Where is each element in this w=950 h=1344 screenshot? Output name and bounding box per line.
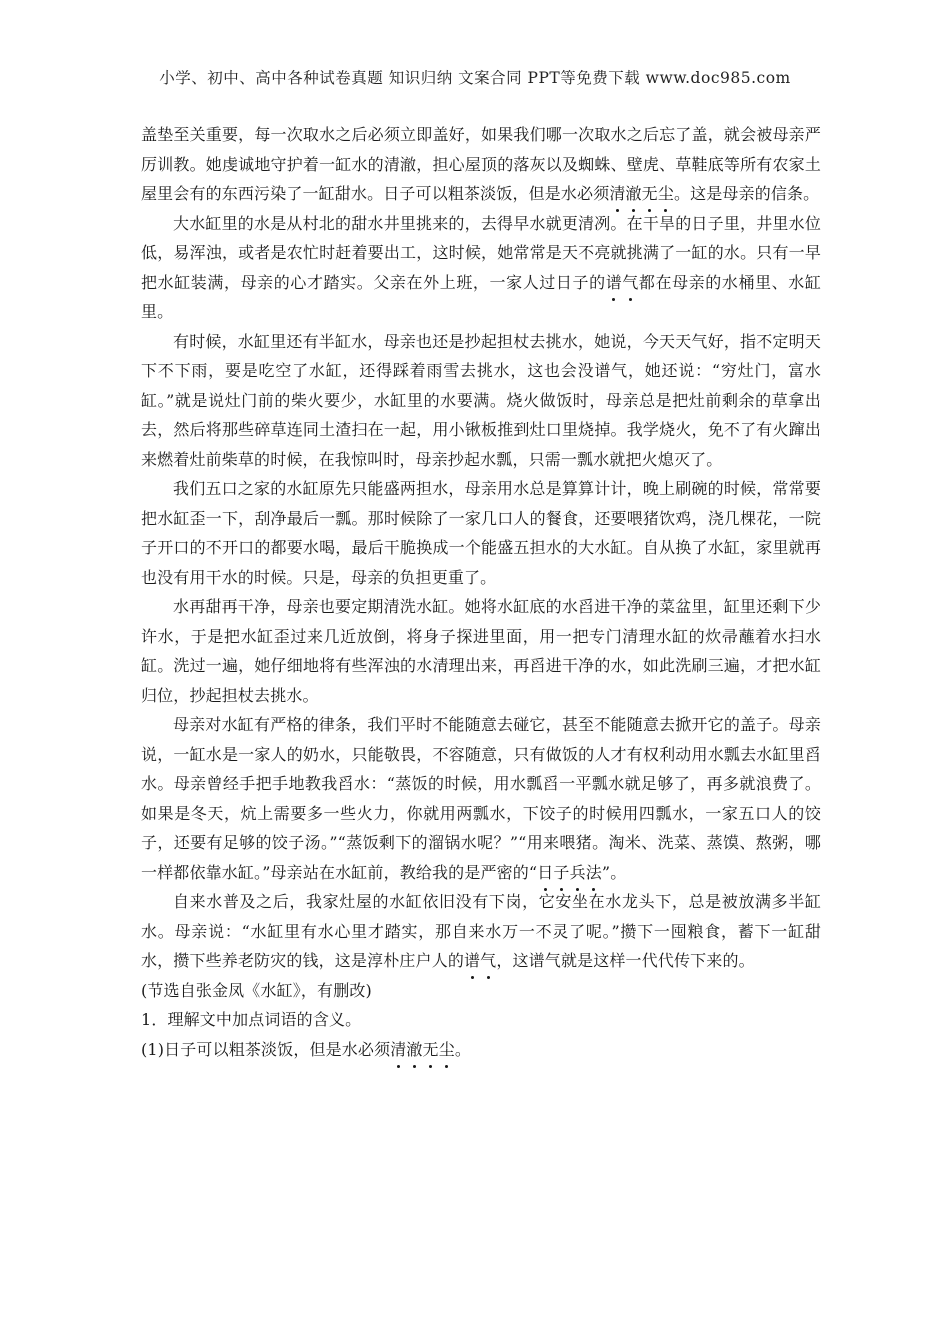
text-segment: 盖垫至关重要，每一次取水之后必须立即盖好，如果我们哪一次取水之后忘了盖，就会被母亲严厉训教。她虔诚地守护着一缸水的清澈，担心屋顶的落灰以及蜘蛛、壁虎、草鞋底等所有农家土屋里会有的东西污染了一缸甜水。日子可以粗茶淡饭，但是水必须 <box>141 125 821 203</box>
text-segment: ”。 <box>601 862 627 882</box>
paragraph <box>141 592 821 710</box>
emphasis-dot <box>487 976 490 979</box>
emphasis-dot <box>616 209 619 212</box>
text-segment: 谱气 <box>528 951 561 970</box>
paragraph <box>141 887 821 976</box>
page-header: 小学、初中、高中各种试卷真题 知识归纳 文案合同 PPT等免费下载 www.doc985.com <box>159 69 791 87</box>
emphasized-phrase: 日 子 兵 法 <box>537 863 602 882</box>
emphasis-dot <box>397 1065 400 1068</box>
paragraph <box>141 120 821 209</box>
emphasized-phrase: 谱 气 <box>464 951 496 970</box>
emphasis-dot <box>629 298 632 301</box>
paragraph <box>141 327 821 475</box>
emphasis-dot <box>592 888 595 891</box>
emphasis-dot <box>413 1065 416 1068</box>
text-segment: 就是这样一代代传下来的。 <box>560 951 755 970</box>
emphasis-dot <box>612 298 615 301</box>
emphasis-dot <box>576 888 579 891</box>
text-segment: 母亲对水缸有严格的律条，我们平时不能随意去碰它，甚至不能随意去掀开它的盖子。母亲说，一缸水是一家人的奶水，只能敬畏，不容随意，只有做饭的人才有权利动用水瓢去水缸里舀水。母亲曾经手把手地教我舀水：“蒸饭的时候，用水瓢舀一平瓢水就足够了，再多就浪费了。如果是冬天，炕上需要多一些火力，你就用两瓢水，下饺子的时候用四瓢水，一家五口人的饺子，还要有足够的饺子汤。”“蒸饭剩下的溜锅水呢？”“用来喂猪。淘米、洗菜、蒸馍、熬粥，哪一样都依靠水缸。”母亲站在水缸前，教给我的是严密的“ <box>141 715 821 882</box>
text-segment: 都在母亲的水桶里、水缸里。 <box>141 272 822 321</box>
emphasis-dot <box>471 976 474 979</box>
text-segment: 自来水普及之后，我家灶屋的水缸依旧没有下岗，它安坐在水龙头下，总是被放满多半缸水。母亲说：“水缸里有水心里才踏实，那自来水万一不灵了呢。”攒下一囤粮食，蓄下一缸甜水，攒下些养老防灾的钱，这是淳朴庄户人的 <box>141 892 821 970</box>
text-segment: (节选自张金凤《水缸》，有删改) <box>141 980 372 1000</box>
emphasis-dot <box>445 1065 448 1068</box>
emphasis-dot <box>544 888 547 891</box>
paragraph <box>141 976 821 1006</box>
article-body <box>141 120 821 1064</box>
emphasized-phrase: 清 澈 无 尘 <box>390 1040 455 1059</box>
text-segment: 有时候，水缸里还有半缸水，母亲也还是抄起担杖去挑水，她说，今天天气好，指不定明天下不下雨，要是吃空了水缸，还得踩着雨雪去挑水，这也会没谱气，她还说：“穷灶门，富水缸。”就是说灶门前的柴火要少，水缸里的水要满。烧火做饭时，母亲总是把灶前剩余的草拿出去，然后将那些碎草连同土渣扫在一起，用小锹板推到灶口里烧掉。我学烧火，免不了有火蹿出来燃着灶前柴草的时候，在我惊叫时，母亲抄起水瓢，只需一瓢水就把火熄灭了。 <box>141 331 821 469</box>
text-segment: 水再甜再干净，母亲也要定期清洗水缸。她将水缸底的水舀进干净的菜盆里，缸里还剩下少许水，于是把水缸歪过来几近放倒，将身子探进里面，用一把专门清理水缸的炊帚蘸着水扫水缸。洗过一遍，她仔细地将有些浑浊的水清理出来，再舀进干净的水，如此洗刷三遍，才把水缸归位，抄起担杖去挑水。 <box>141 597 821 705</box>
emphasis-dot <box>560 888 563 891</box>
emphasized-phrase: 清 澈 无 尘 <box>609 184 674 203</box>
emphasized-phrase: 谱 气 <box>606 273 639 292</box>
text-segment: 1．理解文中加点词语的含义。 <box>141 1010 362 1029</box>
paragraph <box>141 1035 821 1065</box>
paragraph <box>141 1005 821 1035</box>
text-segment: 我们五口之家的水缸原先只能盛两担水，母亲用水总是算算计计，晚上刷碗的时候，常常要把水缸歪一下，刮净最后一瓢。那时候除了一家几口人的餐食，还要喂猪饮鸡，浇几棵花，一院子开口的不开口的都要水喝，最后干脆换成一个能盛五担水的大水缸。自从换了水缸，家里就再也没有用干水的时候。只是，母亲的负担更重了。 <box>141 479 821 587</box>
text-segment: (1)日子可以粗茶淡饭，但是水必须 <box>141 1039 391 1059</box>
text-segment: 。 <box>454 1039 471 1059</box>
paragraph <box>141 209 821 327</box>
text-segment: 。这是母亲的信条。 <box>673 184 820 203</box>
paragraph <box>141 474 821 592</box>
paragraph <box>141 710 821 887</box>
text-segment: ，这 <box>496 951 529 970</box>
text-segment: 大水缸里的水是从村北的甜水井里挑来的，去得早水就更清冽。在干旱的日子里，井里水位低，易浑浊，或者是农忙时赶着要出工，这时候，她常常是天不亮就挑满了一缸的水。只有一早把水缸装满，母亲的心才踏实。父亲在外上班，一家人过日子的 <box>141 213 821 292</box>
emphasis-dot <box>429 1065 432 1068</box>
